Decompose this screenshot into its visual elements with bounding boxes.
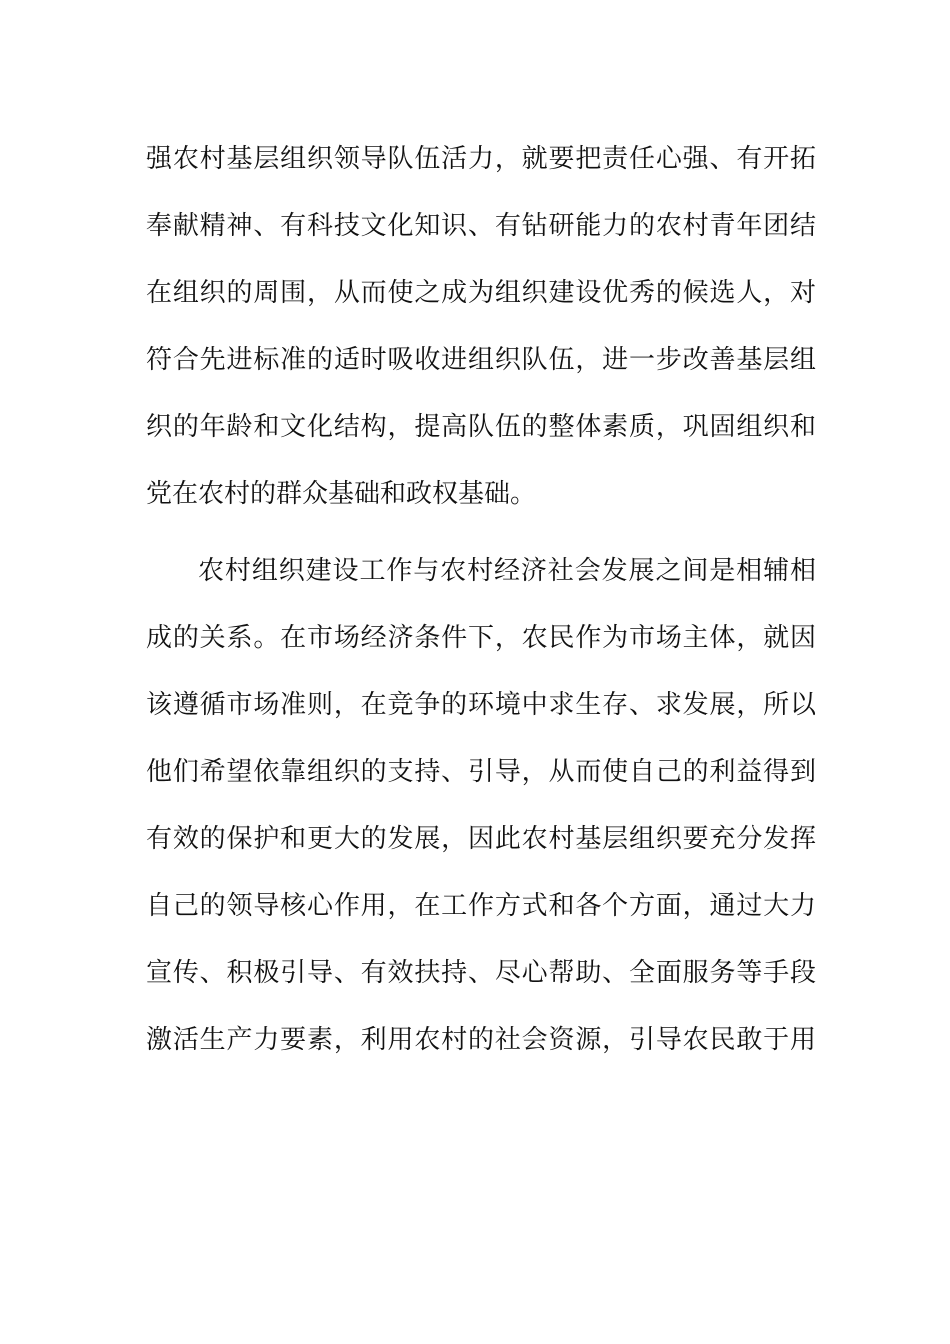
- text-line: 符合先进标准的适时吸收进组织队伍，进一步改善基层组: [146, 345, 816, 375]
- text-line: 强农村基层组织领导队伍活力，就要把责任心强、有开拓: [146, 144, 816, 174]
- paragraph-2: [146, 538, 816, 1074]
- paragraph-1: [146, 126, 816, 528]
- text-line: 激活生产力要素，利用农村的社会资源，引导农民敢于用: [146, 1025, 816, 1055]
- body-text: [146, 126, 816, 1074]
- text-line: 宣传、积极引导、有效扶持、尽心帮助、全面服务等手段: [146, 958, 816, 988]
- text-line: 奉献精神、有科技文化知识、有钻研能力的农村青年团结: [146, 211, 816, 241]
- text-line: 织的年龄和文化结构，提高队伍的整体素质，巩固组织和: [146, 412, 816, 442]
- text-line: 自己的领导核心作用，在工作方式和各个方面，通过大力: [146, 891, 816, 921]
- text-line: 成的关系。在市场经济条件下，农民作为市场主体，就因: [146, 623, 816, 653]
- text-line: 有效的保护和更大的发展，因此农村基层组织要充分发挥: [146, 824, 816, 854]
- text-line: 他们希望依靠组织的支持、引导，从而使自己的利益得到: [146, 757, 816, 787]
- text-line: 党在农村的群众基础和政权基础。: [146, 479, 537, 509]
- text-line: 该遵循市场准则，在竞争的环境中求生存、求发展，所以: [146, 690, 816, 720]
- text-line: 在组织的周围，从而使之成为组织建设优秀的候选人，对: [146, 278, 816, 308]
- paragraph-gap: [146, 528, 816, 538]
- text-line: 农村组织建设工作与农村经济社会发展之间是相辅相: [198, 556, 816, 586]
